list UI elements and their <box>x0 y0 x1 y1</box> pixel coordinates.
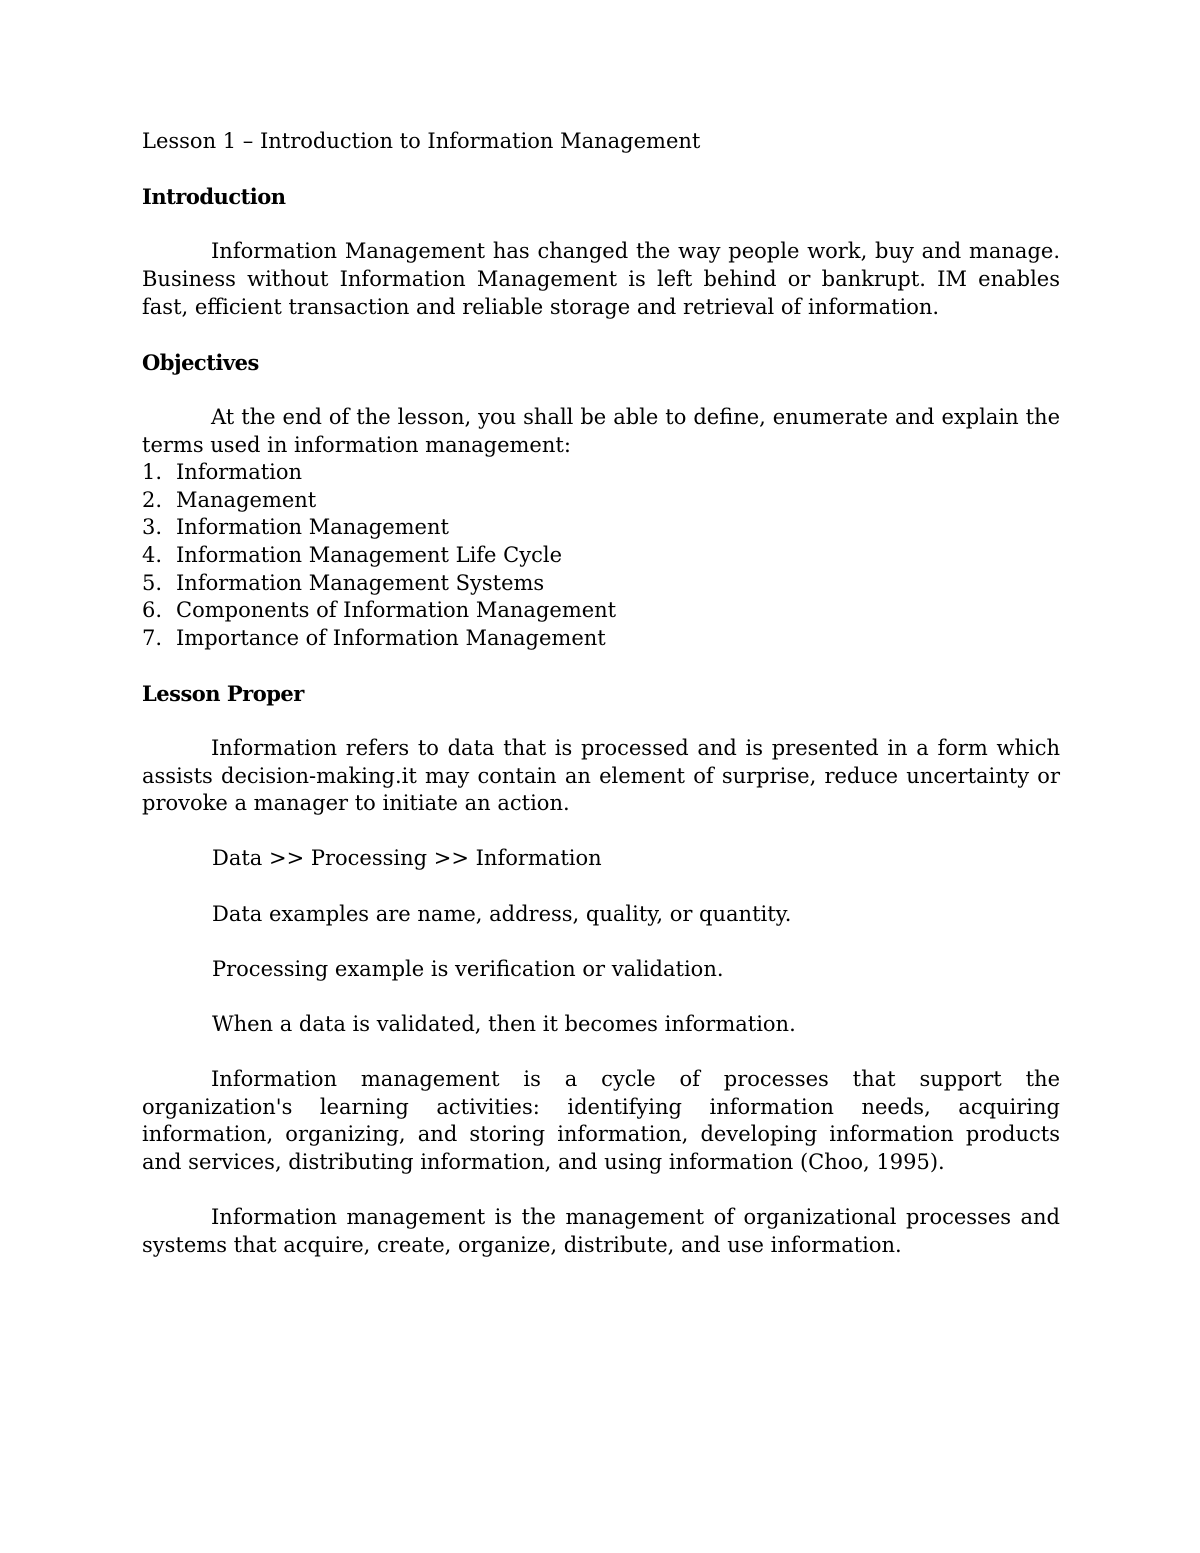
list-item-text: Management <box>176 487 317 512</box>
list-item-number: 1. <box>142 460 163 485</box>
list-item-number: 5. <box>142 570 163 595</box>
lesson-proper-paragraph-1: Information refers to data that is processed and is presented in a form which assists decision-making.it may contain an element of surprise, reduce uncertainty or provoke a manager to initiate an action. <box>142 736 1060 816</box>
list-item-number: 3. <box>142 515 163 540</box>
list-item-number: 7. <box>142 625 163 650</box>
objectives-heading: Objectives <box>142 349 259 375</box>
list-item-number: 2. <box>142 487 163 512</box>
list-item <box>142 597 1060 625</box>
list-item-number: 4. <box>142 542 163 567</box>
list-item-text: Information <box>176 460 303 485</box>
list-item <box>142 459 1060 487</box>
list-item-text: Information Management Systems <box>176 570 545 595</box>
list-item <box>142 514 1060 542</box>
processing-example-line: Processing example is verification or validation. <box>212 956 724 981</box>
lesson-proper-heading: Lesson Proper <box>142 680 304 706</box>
lesson-proper-paragraph-3: Information management is the management of organizational processes and systems that acquire, create, organize, distribute, and use information. <box>142 1205 1060 1257</box>
objectives-list <box>142 459 1060 652</box>
list-item <box>142 487 1060 515</box>
data-examples-line: Data examples are name, address, quality, or quantity. <box>212 901 792 926</box>
objectives-paragraph: At the end of the lesson, you shall be able to define, enumerate and explain the terms used in information management: <box>142 404 1060 457</box>
introduction-paragraph: Information Management has changed the way people work, buy and manage. Business without Information Management is left behind or bankrupt. IM enables fast, efficient transaction and reliable storage and retrieval of information. <box>142 239 1060 319</box>
validated-line: When a data is validated, then it becomes information. <box>212 1012 796 1036</box>
list-item-text: Components of Information Management <box>176 598 617 623</box>
list-item <box>142 542 1060 570</box>
document-title: Lesson 1 – Introduction to Information Management <box>142 129 701 153</box>
introduction-heading: Introduction <box>142 184 286 210</box>
list-item <box>142 625 1060 653</box>
data-processing-flow: Data >> Processing >> Information <box>212 846 602 871</box>
list-item-text: Information Management Life Cycle <box>176 542 562 567</box>
list-item-number: 6. <box>142 598 163 623</box>
list-item <box>142 570 1060 598</box>
lesson-proper-paragraph-2: Information management is a cycle of processes that support the organization's learning activities: identifying information needs, acquiring information, organizing, and storing information, developing information products and services, distributing information, and using information (Choo, 1995). <box>142 1067 1060 1174</box>
document-page <box>142 128 1060 1287</box>
list-item-text: Importance of Information Management <box>176 625 606 650</box>
list-item-text: Information Management <box>176 515 449 540</box>
